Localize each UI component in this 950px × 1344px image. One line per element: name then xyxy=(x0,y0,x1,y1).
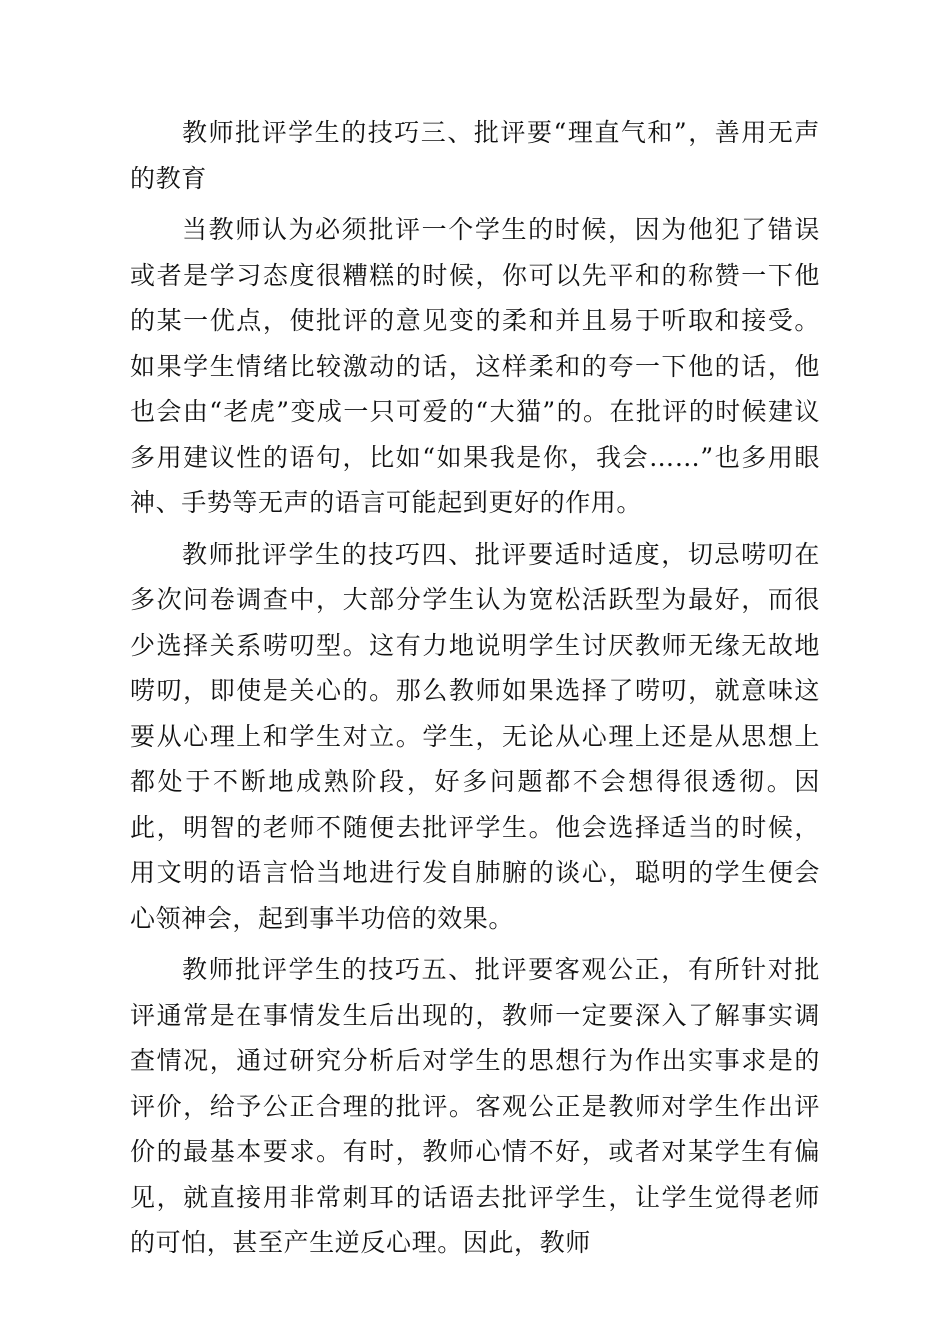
paragraph-tip-five: 教师批评学生的技巧五、批评要客观公正，有所针对批评通常是在事情发生后出现的，教师一定要深入了解事实调查情况，通过研究分析后对学生的思想行为作出实事求是的评价，给予公正合理的批评。客观公正是教师对学生作出评价的最基本要求。有时，教师心情不好，或者对某学生有偏见，就直接用非常刺耳的话语去批评学生，让学生觉得老师的可怕，甚至产生逆反心理。因此，教师 xyxy=(130,955,820,1257)
paragraph-tip-three-body: 当教师认为必须批评一个学生的时候，因为他犯了错误或者是学习态度很糟糕的时候，你可以先平和的称赞一下他的某一优点，使批评的意见变的柔和并且易于听取和接受。如果学生情绪比较激动的话，这样柔和的夸一下他的话，他也会由“老虎”变成一只可爱的“大猫”的。在批评的时候建议多用建议性的语句，比如“如果我是你，我会……”也多用眼神、手势等无声的语言可能起到更好的作用。 xyxy=(130,215,820,517)
paragraph-tip-four: 教师批评学生的技巧四、批评要适时适度，切忌唠叨在多次问卷调查中，大部分学生认为宽松活跃型为最好，而很少选择关系唠叨型。这有力地说明学生讨厌教师无缘无故地唠叨，即使是关心的。那么教师如果选择了唠叨，就意味这要从心理上和学生对立。学生，无论从心理上还是从思想上都处于不断地成熟阶段，好多问题都不会想得很透彻。因此，明智的老师不随便去批评学生。他会选择适当的时候，用文明的语言恰当地进行发自肺腑的谈心，聪明的学生便会心领神会，起到事半功倍的效果。 xyxy=(130,539,820,933)
paragraph-tip-three: 教师批评学生的技巧三、批评要“理直气和”，善用无声的教育 xyxy=(130,118,820,193)
document-body xyxy=(130,110,820,1272)
